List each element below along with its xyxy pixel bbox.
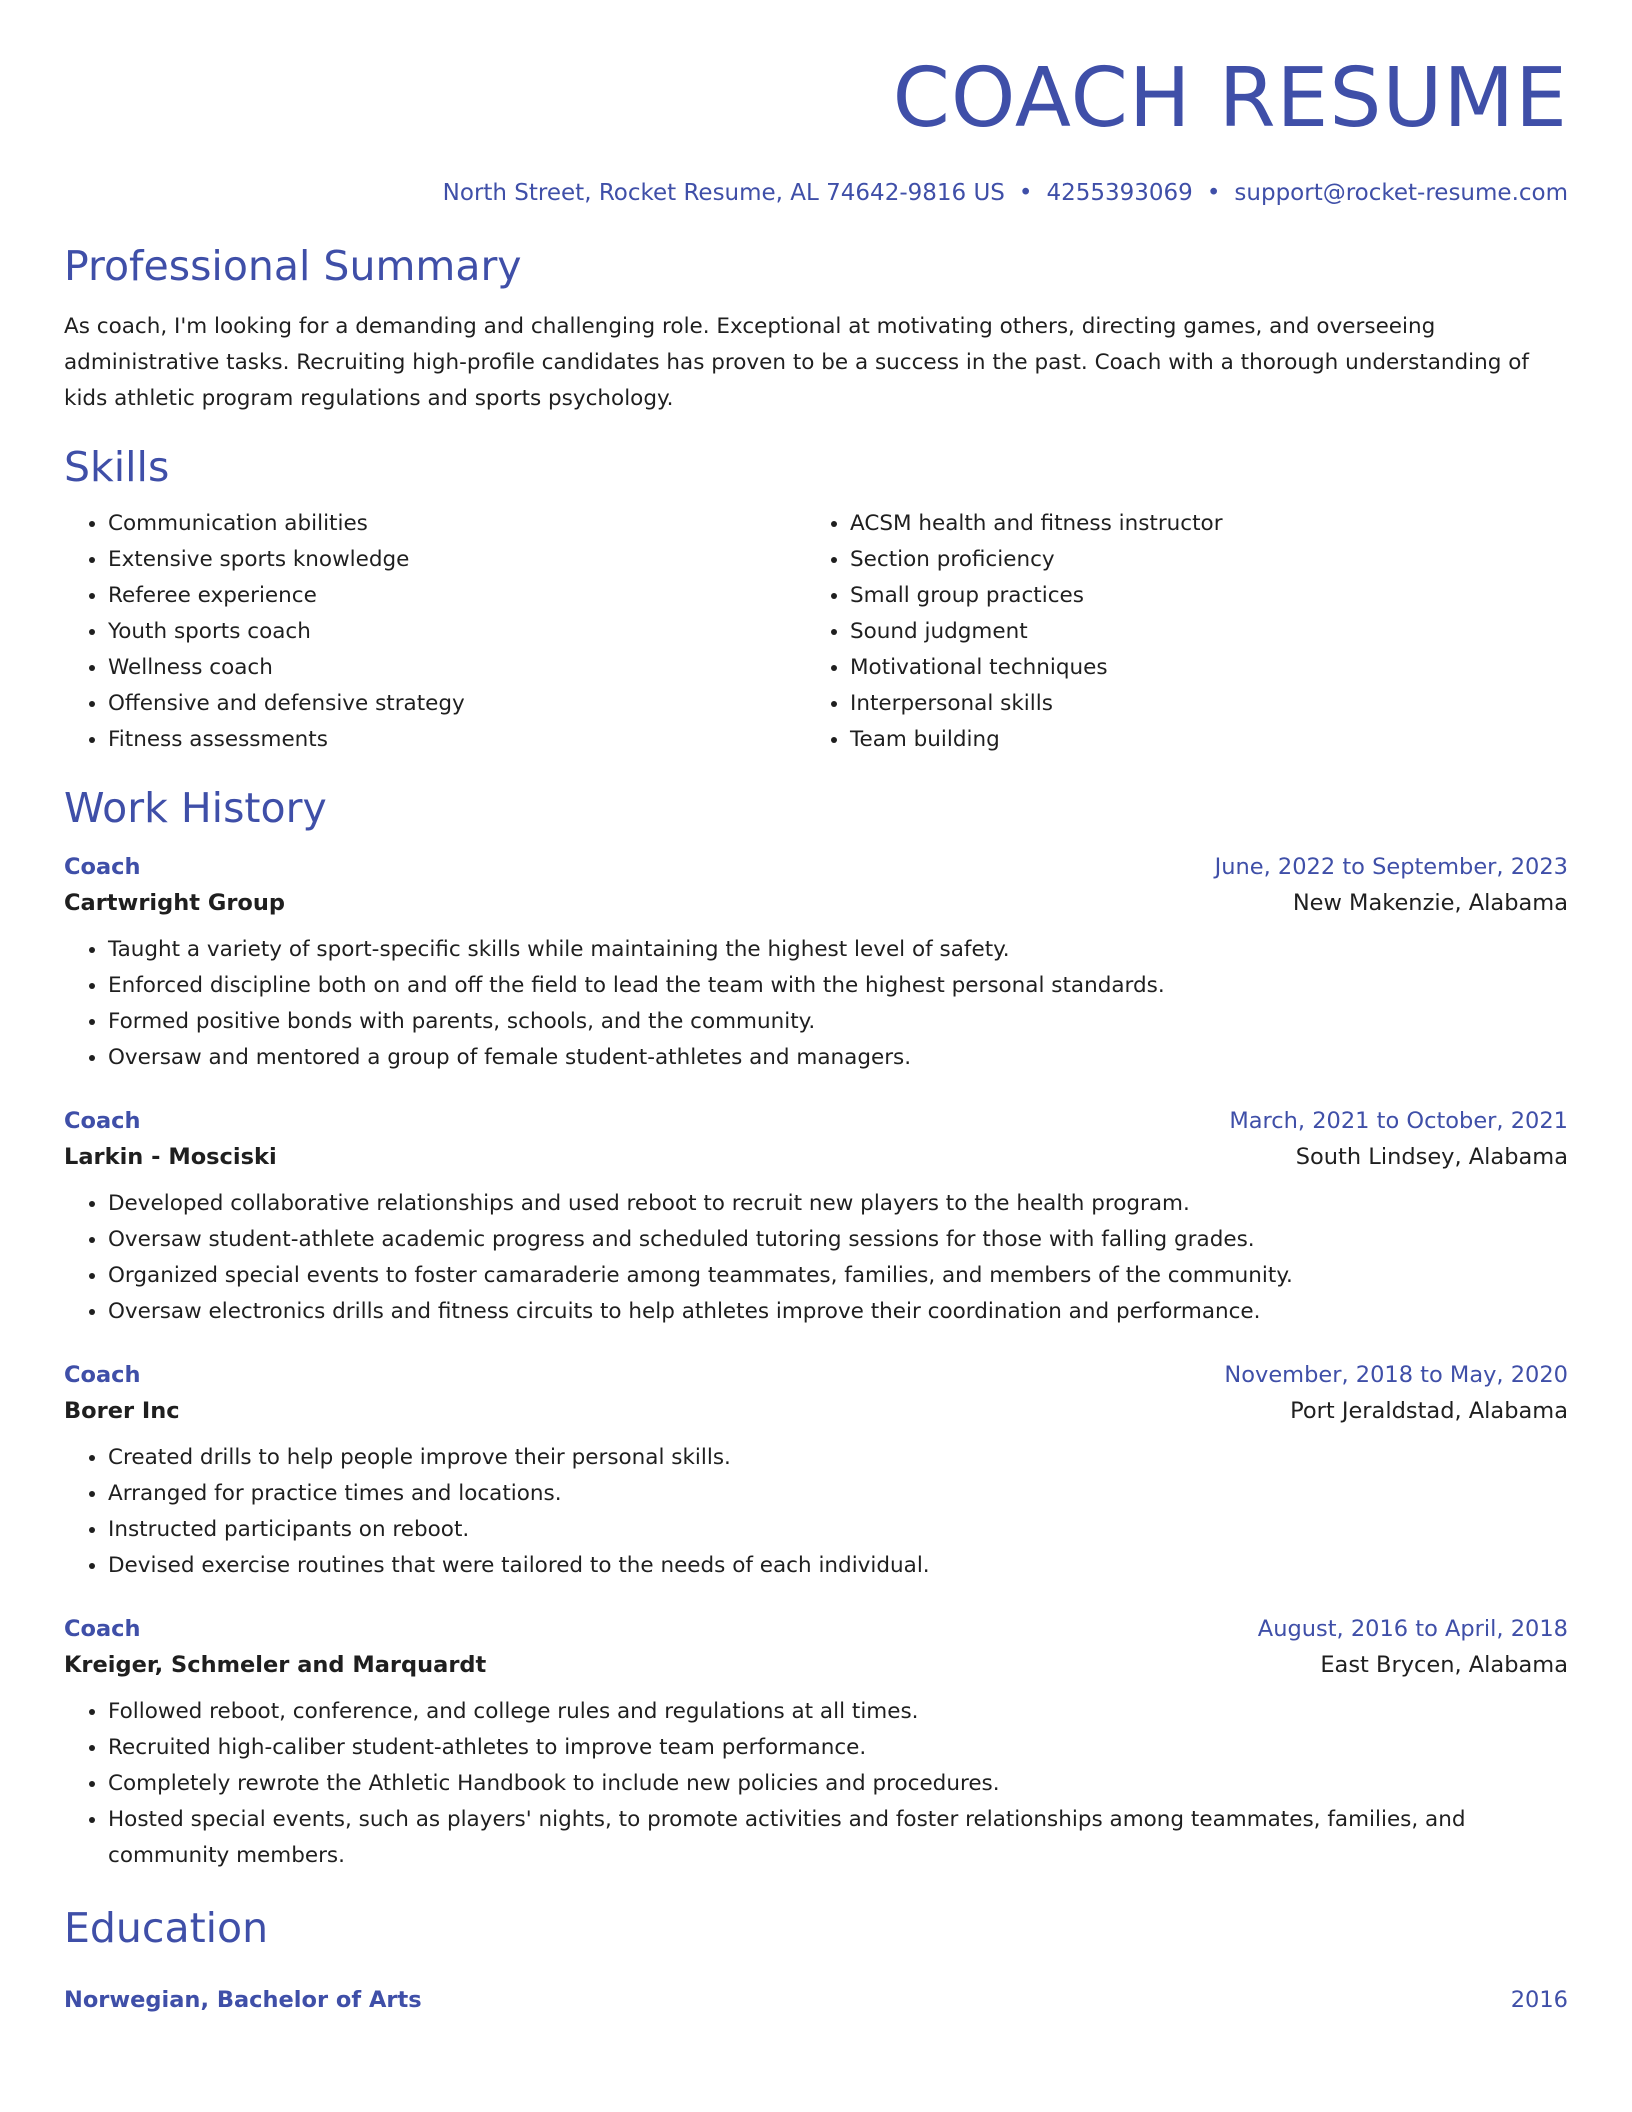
job-bullet: • Recruited high-caliber student-athletes to improve team performance. [108, 1730, 1568, 1766]
skill-item: • Interpersonal skills [850, 686, 1548, 722]
skill-item: • Extensive sports knowledge [108, 542, 806, 578]
job-dates: June, 2022 to September, 2023 [1214, 853, 1568, 880]
skill-item: • Motivational techniques [850, 650, 1548, 686]
job-entry [64, 1108, 1568, 1330]
job-subheader [64, 890, 1568, 916]
company-name: Cartwright Group [64, 889, 286, 916]
education-heading: Education [64, 1903, 269, 1952]
email: support@rocket-resume.com [1234, 180, 1568, 206]
job-title: Coach [64, 853, 141, 880]
skill-item: • Referee experience [108, 578, 806, 614]
company-name: Borer Inc [64, 1397, 180, 1424]
job-dates: November, 2018 to May, 2020 [1224, 1361, 1568, 1388]
skill-item: • Wellness coach [108, 650, 806, 686]
skill-item: • Sound judgment [850, 614, 1548, 650]
job-bullet: • Completely rewrote the Athletic Handbook to include new policies and procedures. [108, 1766, 1568, 1802]
phone: 4255393069 [1046, 180, 1193, 206]
job-bullet: • Oversaw student-athlete academic progress and scheduled tutoring sessions for those with falling grades. [108, 1222, 1568, 1258]
job-dates: August, 2016 to April, 2018 [1257, 1615, 1568, 1642]
job-bullet: • Devised exercise routines that were tailored to the needs of each individual. [108, 1548, 1568, 1584]
job-title: Coach [64, 1107, 141, 1134]
job-header [64, 1362, 1568, 1388]
job-location: East Brycen, Alabama [1320, 1651, 1568, 1678]
separator: • [1206, 180, 1221, 206]
job-bullets [64, 932, 1568, 1076]
job-subheader [64, 1398, 1568, 1424]
job-bullet: • Oversaw and mentored a group of female student-athletes and managers. [108, 1040, 1568, 1076]
address: North Street, Rocket Resume, AL 74642-9816 US [442, 180, 1005, 206]
job-bullet: • Oversaw electronics drills and fitness circuits to help athletes improve their coordination and performance. [108, 1294, 1568, 1330]
skill-item: • Fitness assessments [108, 722, 806, 758]
job-bullets [64, 1186, 1568, 1330]
skill-item: • Team building [850, 722, 1548, 758]
education-entry [64, 1987, 1568, 2013]
job-bullet: • Hosted special events, such as players' nights, to promote activities and foster relationships among teammates, families, and community members. [108, 1802, 1568, 1874]
summary-heading: Professional Summary [64, 242, 522, 290]
job-bullet: • Developed collaborative relationships and used reboot to recruit new players to the health program. [108, 1186, 1568, 1222]
skills-heading: Skills [64, 443, 170, 492]
job-bullet: • Organized special events to foster camaraderie among teammates, families, and members of the community. [108, 1258, 1568, 1294]
job-bullet: • Created drills to help people improve their personal skills. [108, 1440, 1568, 1476]
job-title: Coach [64, 1361, 141, 1388]
job-bullet: • Arranged for practice times and locations. [108, 1476, 1568, 1512]
job-entry [64, 854, 1568, 1076]
skill-item: • Offensive and defensive strategy [108, 686, 806, 722]
job-location: New Makenzie, Alabama [1292, 889, 1568, 916]
job-bullets [64, 1694, 1568, 1874]
skill-item: • Communication abilities [108, 506, 806, 542]
separator: • [1018, 180, 1033, 206]
job-entry [64, 1362, 1568, 1584]
job-bullets [64, 1440, 1568, 1584]
job-bullet: • Instructed participants on reboot. [108, 1512, 1568, 1548]
job-header [64, 1616, 1568, 1642]
job-location: South Lindsey, Alabama [1295, 1143, 1568, 1170]
skill-item: • Youth sports coach [108, 614, 806, 650]
job-bullet: • Taught a variety of sport-specific skills while maintaining the highest level of safety. [108, 932, 1568, 968]
graduation-year: 2016 [1510, 1986, 1568, 2013]
summary-text: As coach, I'm looking for a demanding and challenging role. Exceptional at motivating others, directing games, and overseeing administrative tasks. Recruiting high-profile candidates has proven to be a success in the past. Coach with a thorough understanding of kids athletic program regulations and sports psychology. [64, 314, 1529, 412]
job-subheader [64, 1144, 1568, 1170]
skill-item: • ACSM health and fitness instructor [850, 506, 1548, 542]
skill-item: • Section proficiency [850, 542, 1548, 578]
company-name: Kreiger, Schmeler and Marquardt [64, 1651, 487, 1678]
job-entry [64, 1616, 1568, 1874]
skills-grid [64, 506, 1568, 758]
job-bullet: • Enforced discipline both on and off the field to lead the team with the highest personal standards. [108, 968, 1568, 1004]
job-bullet: • Formed positive bonds with parents, schools, and the community. [108, 1004, 1568, 1040]
company-name: Larkin - Mosciski [64, 1143, 277, 1170]
job-location: Port Jeraldstad, Alabama [1290, 1397, 1568, 1424]
job-bullet: • Followed reboot, conference, and college rules and regulations at all times. [108, 1694, 1568, 1730]
job-header [64, 1108, 1568, 1134]
work-history-heading: Work History [64, 784, 327, 833]
skill-item: • Small group practices [850, 578, 1548, 614]
degree: Norwegian, Bachelor of Arts [64, 1986, 422, 2013]
skills-list-right [806, 506, 1548, 758]
contact-line [64, 180, 1568, 206]
job-dates: March, 2021 to October, 2021 [1229, 1107, 1568, 1134]
job-subheader [64, 1652, 1568, 1678]
resume-title: COACH RESUME [892, 51, 1568, 146]
job-title: Coach [64, 1615, 141, 1642]
job-header [64, 854, 1568, 880]
skills-list-left [64, 506, 806, 758]
